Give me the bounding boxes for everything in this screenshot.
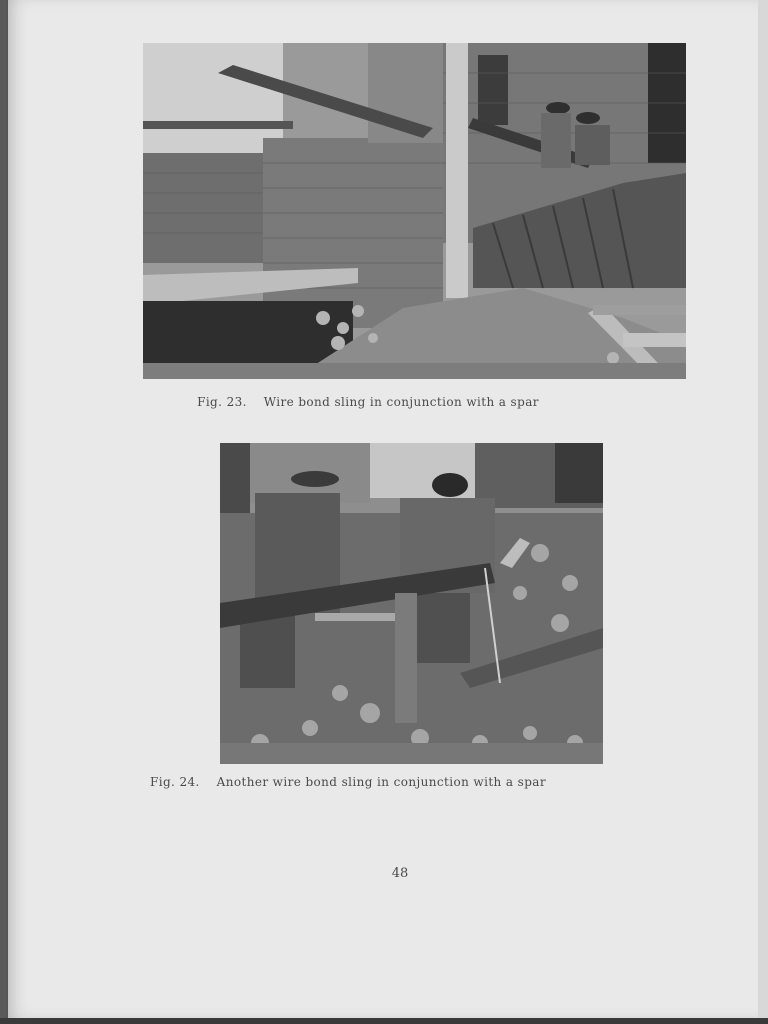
figure-caption [28,775,668,789]
page-edge [758,0,768,1024]
photo-fig-24 [220,443,603,764]
photo-fig-23 [143,43,686,379]
book-page [8,0,758,1018]
page-number: 48 [391,866,409,881]
figure-number: Fig. 24. [150,775,200,789]
figure-caption-text: Wire bond sling in conjunction with a spar [263,395,539,409]
figure-caption [48,395,688,409]
figure-number: Fig. 23. [197,395,247,409]
page-shadow [0,1018,768,1024]
figure-caption-text: Another wire bond sling in conjunction with a spar [216,775,546,789]
